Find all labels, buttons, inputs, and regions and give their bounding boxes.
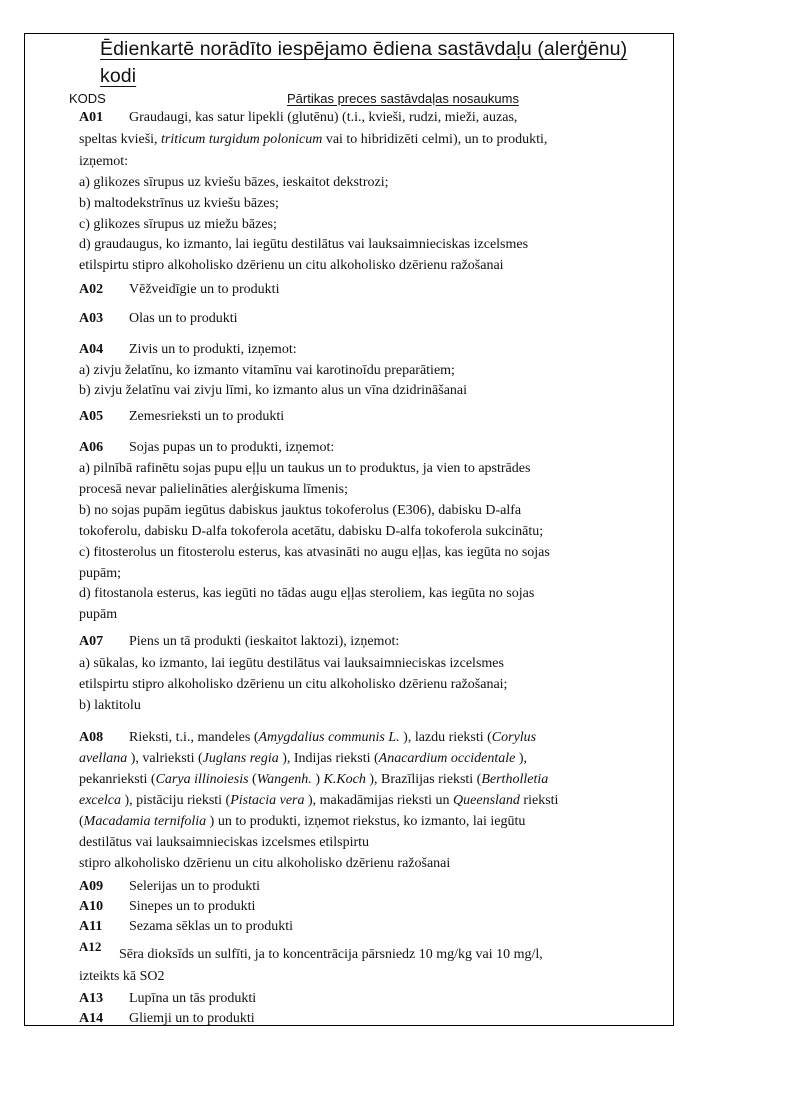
entry-line: pekanrieksti (Carya illinoiesis (Wangenh. ) K.Koch ), Brazīlijas rieksti (Bertholletia xyxy=(79,772,549,787)
entry-line: c) fitosterolus un fitosterolu esterus, kas atvasināti no augu eļļas, kas iegūta no sojas xyxy=(79,545,550,560)
entry-line: c) glikozes sīrupus uz miežu bāzes; xyxy=(79,217,277,232)
entry-line: excelca ), pistāciju rieksti (Pistacia vera ), makadāmijas rieksti un Queensland rieksti xyxy=(79,793,559,808)
entry-line: d) fitostanola esterus, kas iegūti no tādas augu eļļas steroliem, kas iegūta no sojas xyxy=(79,586,535,601)
allergen-code: A08 xyxy=(79,730,104,745)
entry-line: speltas kvieši, triticum turgidum polonicum vai to hibridizēti celmi), un to produkti, xyxy=(79,132,548,147)
entry-line: a) sūkalas, ko izmanto, lai iegūtu destilātus vai lauksaimnieciskas izcelsmes xyxy=(79,656,504,671)
entry-line: a) glikozes sīrupus uz kviešu bāzes, ieskaitot dekstrozi; xyxy=(79,175,389,190)
entry-line: izteikts kā SO2 xyxy=(79,969,165,984)
entry-line: destilātus vai lauksaimnieciskas izcelsmes etilspirtu xyxy=(79,835,370,850)
allergen-code: A10 xyxy=(79,899,104,914)
entry-line: avellana ), valrieksti (Juglans regia ), Indijas rieksti (Anacardium occidentale ), xyxy=(79,751,528,766)
entry-line: Lupīna un tās produkti xyxy=(129,991,257,1006)
entry-line: Gliemji un to produkti xyxy=(129,1011,255,1026)
entry-line: b) maltodekstrīnus uz kviešu bāzes; xyxy=(79,196,279,211)
allergen-code: A06 xyxy=(79,440,104,455)
entry-line: Sezama sēklas un to produkti xyxy=(129,919,294,934)
entry-line: pupām xyxy=(79,607,118,622)
entry-line: Zivis un to produkti, izņemot: xyxy=(129,342,297,357)
entry-line: procesā nevar palielināties alerģiskuma līmenis; xyxy=(79,482,349,497)
entry-line: Rieksti, t.i., mandeles (Amygdalius communis L. ), lazdu rieksti (Corylus xyxy=(129,730,537,745)
entry-line: Sojas pupas un to produkti, izņemot: xyxy=(129,440,335,455)
document-title-line-2: kodi xyxy=(100,65,137,87)
allergen-code: A12 xyxy=(79,939,102,954)
allergen-code: A07 xyxy=(79,634,104,649)
entry-line: Olas un to produkti xyxy=(129,311,238,326)
entry-line: b) no sojas pupām iegūtus dabiskus jauktus tokoferolus (E306), dabisku D-alfa xyxy=(79,503,522,518)
entry-line: a) pilnībā rafinētu sojas pupu eļļu un taukus un to produktus, ja vien to apstrādes xyxy=(79,461,531,476)
allergen-code: A01 xyxy=(79,110,104,125)
entry-line: etilspirtu stipro alkoholisko dzērienu un citu alkoholisko dzērienu ražošanai xyxy=(79,258,504,273)
allergen-code: A05 xyxy=(79,409,104,424)
entry-line: etilspirtu stipro alkoholisko dzērienu un citu alkoholisko dzērienu ražošanai; xyxy=(79,677,508,692)
allergen-code: A11 xyxy=(79,919,103,934)
entry-line: d) graudaugus, ko izmanto, lai iegūtu destilātus vai lauksaimnieciskas izcelsmes xyxy=(79,237,529,252)
entry-line: Graudaugi, kas satur lipekli (glutēnu) (t.i., kvieši, rudzi, mieži, auzas, xyxy=(129,110,518,125)
column-header-name: Pārtikas preces sastāvdaļas nosaukums xyxy=(287,91,519,106)
allergen-code: A14 xyxy=(79,1011,104,1026)
entry-line: (Macadamia ternifolia ) un to produkti, izņemot riekstus, ko izmanto, lai iegūtu xyxy=(79,814,526,829)
entry-line: Piens un tā produkti (ieskaitot laktozi), izņemot: xyxy=(129,634,400,649)
entry-line: tokoferolu, dabisku D-alfa tokoferola acetātu, dabisku D-alfa tokoferola sukcinātu; xyxy=(79,524,544,539)
entry-line: Vēžveidīgie un to produkti xyxy=(129,282,280,297)
entry-line: a) zivju želatīnu, ko izmanto vitamīnu vai karotinoīdu preparātiem; xyxy=(79,363,455,378)
entry-line: Sēra dioksīds un sulfīti, ja to koncentrācija pārsniedz 10 mg/kg vai 10 mg/l, xyxy=(119,947,543,962)
entry-line: b) laktitolu xyxy=(79,698,141,713)
entry-line: pupām; xyxy=(79,566,121,581)
entry-line: Zemesrieksti un to produkti xyxy=(129,409,285,424)
allergen-code: A09 xyxy=(79,879,104,894)
entry-line: izņemot: xyxy=(79,154,128,169)
column-header-code: KODS xyxy=(69,91,106,106)
allergen-code: A04 xyxy=(79,342,104,357)
allergen-code: A02 xyxy=(79,282,104,297)
entry-line: b) zivju želatīnu vai zivju līmi, ko izmanto alus un vīna dzidrināšanai xyxy=(79,383,468,398)
document-title-line-1: Ēdienkartē norādīto iespējamo ēdiena sastāvdaļu (alerģēnu) xyxy=(100,38,628,60)
allergen-code: A13 xyxy=(79,991,104,1006)
allergen-code: A03 xyxy=(79,311,104,326)
entry-line: stipro alkoholisko dzērienu un citu alkoholisko dzērienu ražošanai xyxy=(79,856,451,871)
entry-line: Sinepes un to produkti xyxy=(129,899,256,914)
entry-line: Selerijas un to produkti xyxy=(129,879,261,894)
